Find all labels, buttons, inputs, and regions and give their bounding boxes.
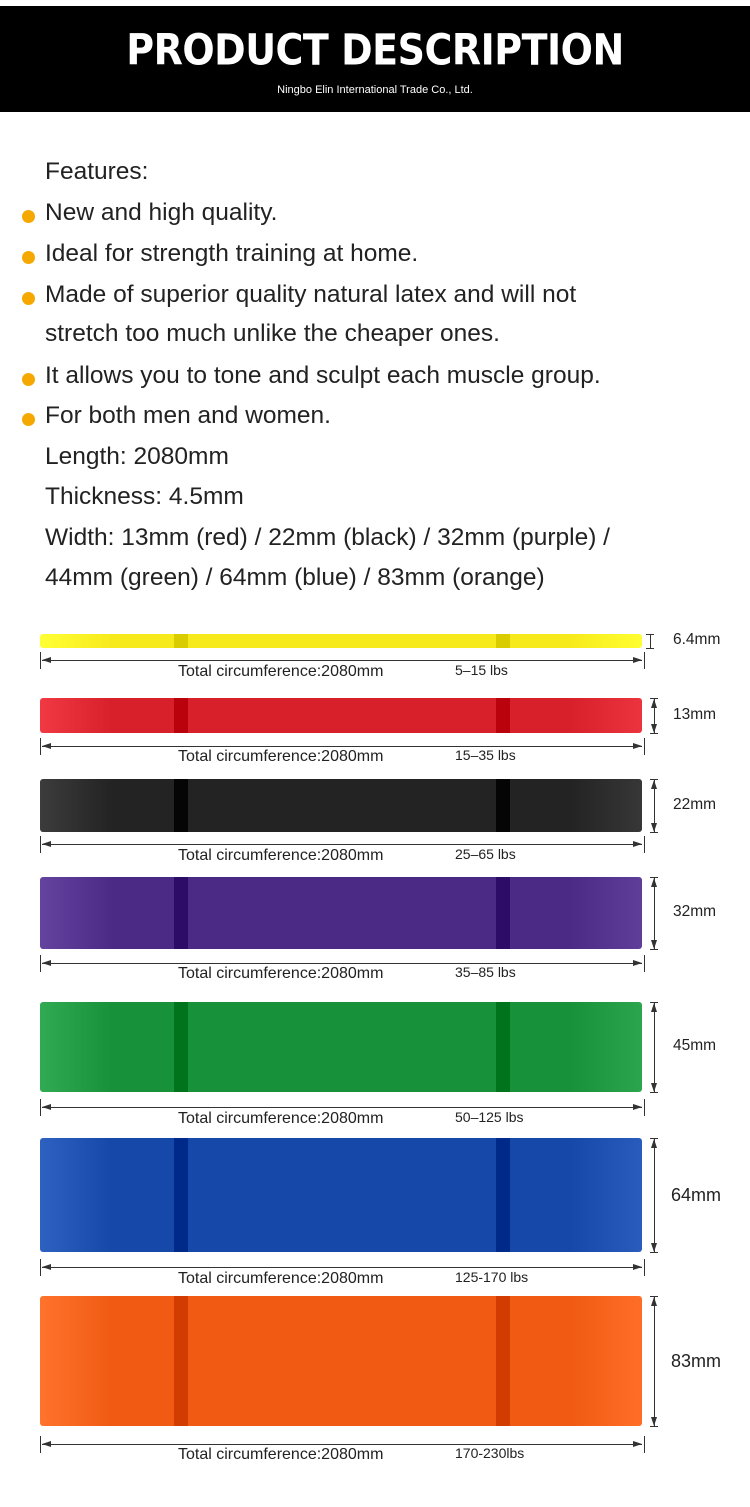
company-name: Ningbo Elin International Trade Co., Ltd.	[277, 84, 473, 96]
band-seam	[496, 1002, 510, 1092]
dimension-tick	[650, 1426, 658, 1427]
arrow-right-icon	[633, 743, 642, 749]
band-strip	[40, 779, 642, 832]
arrow-down-icon	[651, 1243, 657, 1252]
circumference-end	[644, 1259, 645, 1276]
feature-item: It allows you to tone and sculpt each muscle group.	[45, 362, 601, 389]
circumference-label: Total circumference:2080mm	[178, 1270, 384, 1287]
circumference-end	[40, 836, 41, 853]
circumference-label: Total circumference:2080mm	[178, 847, 384, 864]
feature-item: Made of superior quality natural latex and will not	[45, 281, 577, 308]
dimension-line	[654, 1002, 655, 1092]
arrow-right-icon	[633, 657, 642, 663]
dimension-tick	[646, 648, 654, 649]
arrow-left-icon	[42, 1264, 51, 1270]
arrow-down-icon	[651, 940, 657, 949]
arrow-up-icon	[651, 878, 657, 887]
circumference-line	[42, 844, 642, 845]
band-seam	[174, 1296, 188, 1426]
circumference-end	[40, 652, 41, 669]
arrow-right-icon	[633, 841, 642, 847]
spec-length: Length: 2080mm	[45, 443, 229, 470]
arrow-up-icon	[651, 780, 657, 789]
arrow-down-icon	[651, 823, 657, 832]
circumference-end	[644, 652, 645, 669]
dimension-tick	[650, 1252, 658, 1253]
arrow-up-icon	[651, 1297, 657, 1306]
arrow-left-icon	[42, 657, 51, 663]
circumference-end	[40, 1436, 41, 1453]
dimension-line	[654, 1296, 655, 1426]
arrow-right-icon	[633, 1441, 642, 1447]
arrow-left-icon	[42, 960, 51, 966]
header-banner	[0, 6, 750, 112]
circumference-end	[644, 836, 645, 853]
circumference-end	[644, 1436, 645, 1453]
band-seam	[496, 877, 510, 949]
circumference-line	[42, 746, 642, 747]
band-seam	[496, 634, 510, 648]
arrow-down-icon	[651, 1417, 657, 1426]
circumference-line	[42, 660, 642, 661]
circumference-end	[40, 738, 41, 755]
resistance-label: 125-170 lbs	[455, 1269, 529, 1285]
feature-item-continued: stretch too much unlike the cheaper ones.	[45, 320, 500, 347]
circumference-label: Total circumference:2080mm	[178, 1446, 384, 1463]
band-width-label: 83mm	[671, 1351, 722, 1371]
band-width-label: 6.4mm	[673, 631, 721, 648]
dimension-tick	[650, 832, 658, 833]
dimension-line	[654, 877, 655, 949]
arrow-up-icon	[651, 1003, 657, 1012]
circumference-label: Total circumference:2080mm	[178, 748, 384, 765]
arrow-up-icon	[651, 699, 657, 708]
circumference-line	[42, 1444, 642, 1445]
spec-width: Width: 13mm (red) / 22mm (black) / 32mm (purple) /	[45, 524, 610, 551]
arrow-left-icon	[42, 1104, 51, 1110]
circumference-end	[40, 955, 41, 972]
spec-width-continued: 44mm (green) / 64mm (blue) / 83mm (orange)	[45, 564, 545, 591]
band-strip	[40, 1296, 642, 1426]
bullet-dot	[22, 210, 35, 223]
band-seam	[496, 779, 510, 832]
band-strip	[40, 1138, 642, 1252]
arrow-right-icon	[633, 1264, 642, 1270]
page-title: PRODUCT DESCRIPTION	[126, 25, 624, 75]
resistance-label: 35–85 lbs	[455, 964, 516, 980]
arrow-left-icon	[42, 743, 51, 749]
arrow-up-icon	[651, 1139, 657, 1148]
circumference-end	[644, 1099, 645, 1116]
arrow-right-icon	[633, 1104, 642, 1110]
band-seam	[174, 1138, 188, 1252]
feature-item: New and high quality.	[45, 199, 278, 226]
resistance-label: 5–15 lbs	[455, 662, 508, 678]
arrow-down-icon	[651, 724, 657, 733]
band-width-label: 45mm	[673, 1037, 717, 1054]
band-seam	[174, 877, 188, 949]
circumference-end	[644, 955, 645, 972]
band-width-label: 22mm	[673, 795, 717, 813]
spec-thickness: Thickness: 4.5mm	[45, 483, 244, 510]
dimension-tick	[646, 634, 654, 635]
arrow-left-icon	[42, 1441, 51, 1447]
band-strip	[40, 698, 642, 733]
circumference-end	[40, 1099, 41, 1116]
band-width-label: 32mm	[673, 903, 717, 920]
band-strip	[40, 634, 642, 648]
arrow-down-icon	[651, 1083, 657, 1092]
band-width-label: 64mm	[671, 1185, 722, 1205]
circumference-label: Total circumference:2080mm	[178, 1110, 384, 1127]
bullet-dot	[22, 373, 35, 386]
band-strip	[40, 877, 642, 949]
circumference-end	[40, 1259, 41, 1276]
feature-item: For both men and women.	[45, 402, 331, 429]
circumference-line	[42, 963, 642, 964]
resistance-label: 25–65 lbs	[455, 846, 516, 862]
bullet-dot	[22, 292, 35, 305]
circumference-label: Total circumference:2080mm	[178, 965, 384, 982]
band-seam	[496, 1296, 510, 1426]
bullet-dot	[22, 413, 35, 426]
arrow-right-icon	[633, 960, 642, 966]
band-seam	[496, 1138, 510, 1252]
resistance-label: 15–35 lbs	[455, 747, 516, 763]
band-seam	[174, 634, 188, 648]
circumference-line	[42, 1107, 642, 1108]
band-seam	[174, 1002, 188, 1092]
circumference-end	[644, 738, 645, 755]
resistance-label: 170-230lbs	[455, 1445, 525, 1461]
feature-item: Ideal for strength training at home.	[45, 240, 419, 267]
band-seam	[174, 779, 188, 832]
circumference-line	[42, 1267, 642, 1268]
dimension-line	[654, 1138, 655, 1252]
band-strip	[40, 1002, 642, 1092]
dimension-tick	[650, 733, 658, 734]
dimension-tick	[650, 1092, 658, 1093]
circumference-label: Total circumference:2080mm	[178, 663, 384, 680]
bullet-dot	[22, 251, 35, 264]
band-seam	[496, 698, 510, 733]
dimension-tick	[650, 949, 658, 950]
band-seam	[174, 698, 188, 733]
arrow-left-icon	[42, 841, 51, 847]
features-heading: Features:	[45, 158, 149, 185]
band-width-label: 13mm	[673, 705, 717, 723]
resistance-label: 50–125 lbs	[455, 1109, 524, 1125]
dimension-line	[650, 634, 651, 648]
